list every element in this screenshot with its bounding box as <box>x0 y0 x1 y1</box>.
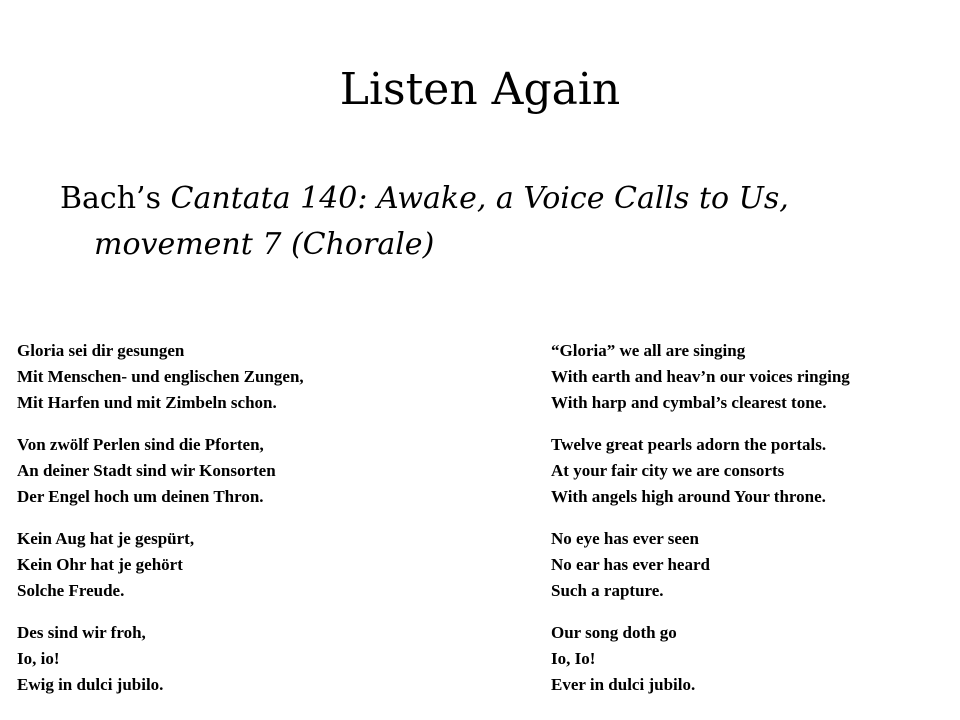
english-stanza <box>551 620 951 698</box>
lyric-line: Such a rapture. <box>551 581 664 600</box>
lyric-line: With harp and cymbal’s clearest tone. <box>551 393 827 412</box>
slide-subtitle <box>60 176 954 268</box>
lyric-line: At your fair city we are consorts <box>551 461 785 480</box>
lyrics-image <box>0 330 960 720</box>
english-stanza <box>551 432 951 510</box>
slide-title: Listen Again <box>339 64 621 115</box>
english-lyrics-column <box>551 338 951 714</box>
lyric-line: Io, io! <box>17 649 60 668</box>
lyric-line: “Gloria” we all are singing <box>551 341 746 360</box>
lyric-line: Ever in dulci jubilo. <box>551 675 696 694</box>
lyric-line: Der Engel hoch um deinen Thron. <box>17 487 264 506</box>
lyric-line: Io, Io! <box>551 649 596 668</box>
work-title: Cantata 140: Awake, a Voice Calls to Us, movement 7 (Chorale) <box>94 181 789 262</box>
lyric-line: No ear has ever heard <box>551 555 710 574</box>
german-stanza <box>17 432 477 510</box>
lyric-line: With angels high around Your throne. <box>551 487 826 506</box>
lyric-line: Mit Harfen und mit Zimbeln schon. <box>17 393 277 412</box>
lyric-line: Our song doth go <box>551 623 677 642</box>
lyric-line: With earth and heav’n our voices ringing <box>551 367 850 386</box>
lyric-line: An deiner Stadt sind wir Konsorten <box>17 461 276 480</box>
lyric-line: No eye has ever seen <box>551 529 699 548</box>
lyric-line: Kein Ohr hat je gehört <box>17 555 183 574</box>
english-stanza <box>551 526 951 604</box>
lyric-line: Kein Aug hat je gespürt, <box>17 529 195 548</box>
lyric-line: Twelve great pearls adorn the portals. <box>551 435 827 454</box>
lyric-line: Des sind wir froh, <box>17 623 146 642</box>
lyric-line: Ewig in dulci jubilo. <box>17 675 164 694</box>
lyric-line: Gloria sei dir gesungen <box>17 341 185 360</box>
english-stanza <box>551 338 951 416</box>
lyric-line: Mit Menschen- und englischen Zungen, <box>17 367 304 386</box>
german-stanza <box>17 526 477 604</box>
german-lyrics-column <box>17 338 477 714</box>
german-stanza <box>17 620 477 698</box>
composer-name: Bach’s <box>60 181 171 216</box>
german-stanza <box>17 338 477 416</box>
lyric-line: Von zwölf Perlen sind die Pforten, <box>17 435 264 454</box>
lyric-line: Solche Freude. <box>17 581 125 600</box>
